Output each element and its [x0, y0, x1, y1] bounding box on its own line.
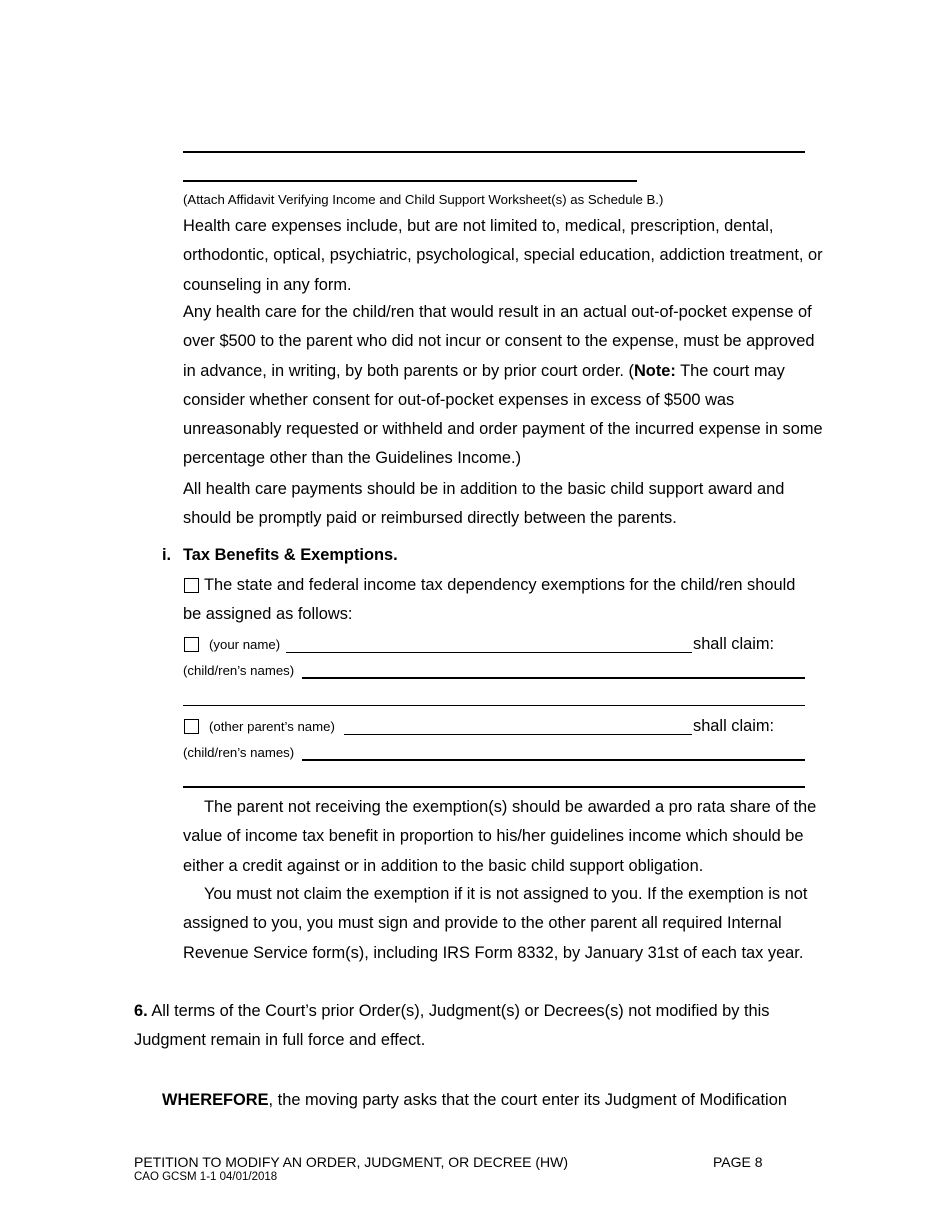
other-children-input-line-2[interactable] [183, 786, 805, 788]
other-children-input[interactable] [302, 759, 805, 761]
item-6-text: All terms of the Court’s prior Order(s), Judgment(s) or Decrees(s) not modified by this Judgment remain in full force and effect. [134, 1002, 770, 1050]
your-name-checkbox[interactable] [184, 637, 199, 652]
exemptions-text: The state and federal income tax dependency exemptions for the child/ren should be assigned as follows: [183, 576, 796, 624]
your-children-input-line-2[interactable] [183, 705, 805, 706]
your-name-input[interactable] [286, 652, 692, 653]
health-care-paragraph-2-note-text: The court may consider whether consent for out-of-pocket expenses in excess of $500 was unreasonably requested or withheld and order payment of the incurred expense in some percentage other than the Guidelines Income.) [183, 361, 823, 468]
wherefore-label: WHEREFORE [162, 1091, 269, 1109]
top-blank-line-2[interactable] [183, 180, 637, 182]
health-care-paragraph-3: All health care payments should be in addition to the basic child support award and should be promptly paid or reimbursed directly between the parents. [183, 480, 785, 528]
attach-note: (Attach Affidavit Verifying Income and Child Support Worksheet(s) as Schedule B.) [183, 192, 664, 207]
your-children-input[interactable] [302, 677, 805, 679]
footer-page: PAGE 8 [713, 1154, 763, 1170]
other-shall-claim: shall claim: [693, 717, 775, 735]
wherefore-paragraph [162, 1086, 862, 1115]
other-parent-checkbox[interactable] [184, 719, 199, 734]
health-care-paragraph-1: Health care expenses include, but are not limited to, medical, prescription, dental, orthodontic, optical, psychiatric, psychological, special education, addiction treatment, or counseling in any form. [183, 217, 823, 294]
other-children-label: (child/ren’s names) [183, 745, 295, 760]
item-6-number: 6. [134, 1002, 148, 1020]
section-i-title: Tax Benefits & Exemptions. [183, 546, 398, 564]
footer-title: PETITION TO MODIFY AN ORDER, JUDGMENT, OR DECREE (HW) [134, 1154, 569, 1170]
pro-rata-paragraph: The parent not receiving the exemption(s) should be awarded a pro rata share of the value of income tax benefit in proportion to his/her guidelines income which should be either a credit against or in addition to the basic child support obligation. [183, 798, 817, 875]
top-blank-line-1[interactable] [183, 151, 805, 153]
your-name-label: (your name) [209, 637, 281, 652]
section-i-marker: i. [162, 546, 172, 564]
other-parent-label: (other parent’s name) [209, 719, 335, 734]
health-care-paragraph-2-text: Any health care for the child/ren that would result in an actual out-of-pocket expense of over $500 to the parent who did not incur or consent to the expense, must be approved in advance, in writing, by both parents or by prior court order. ( [183, 303, 815, 380]
wherefore-text: , the moving party asks that the court enter its Judgment of Modification [268, 1091, 787, 1109]
item-6 [134, 997, 814, 1056]
note-label: Note: [633, 361, 676, 380]
your-shall-claim: shall claim: [693, 635, 775, 653]
your-children-label: (child/ren’s names) [183, 663, 295, 678]
footer-code: CAO GCSM 1-1 04/01/2018 [134, 1171, 278, 1183]
other-parent-input[interactable] [344, 734, 692, 735]
must-not-claim-paragraph: You must not claim the exemption if it is not assigned to you. If the exemption is not assigned to you, you must sign and provide to the other parent all required Internal Revenue Service form(s), including IRS Form 8332, by January 31st of each tax year. [183, 885, 808, 962]
health-care-paragraph-2 [183, 298, 823, 474]
